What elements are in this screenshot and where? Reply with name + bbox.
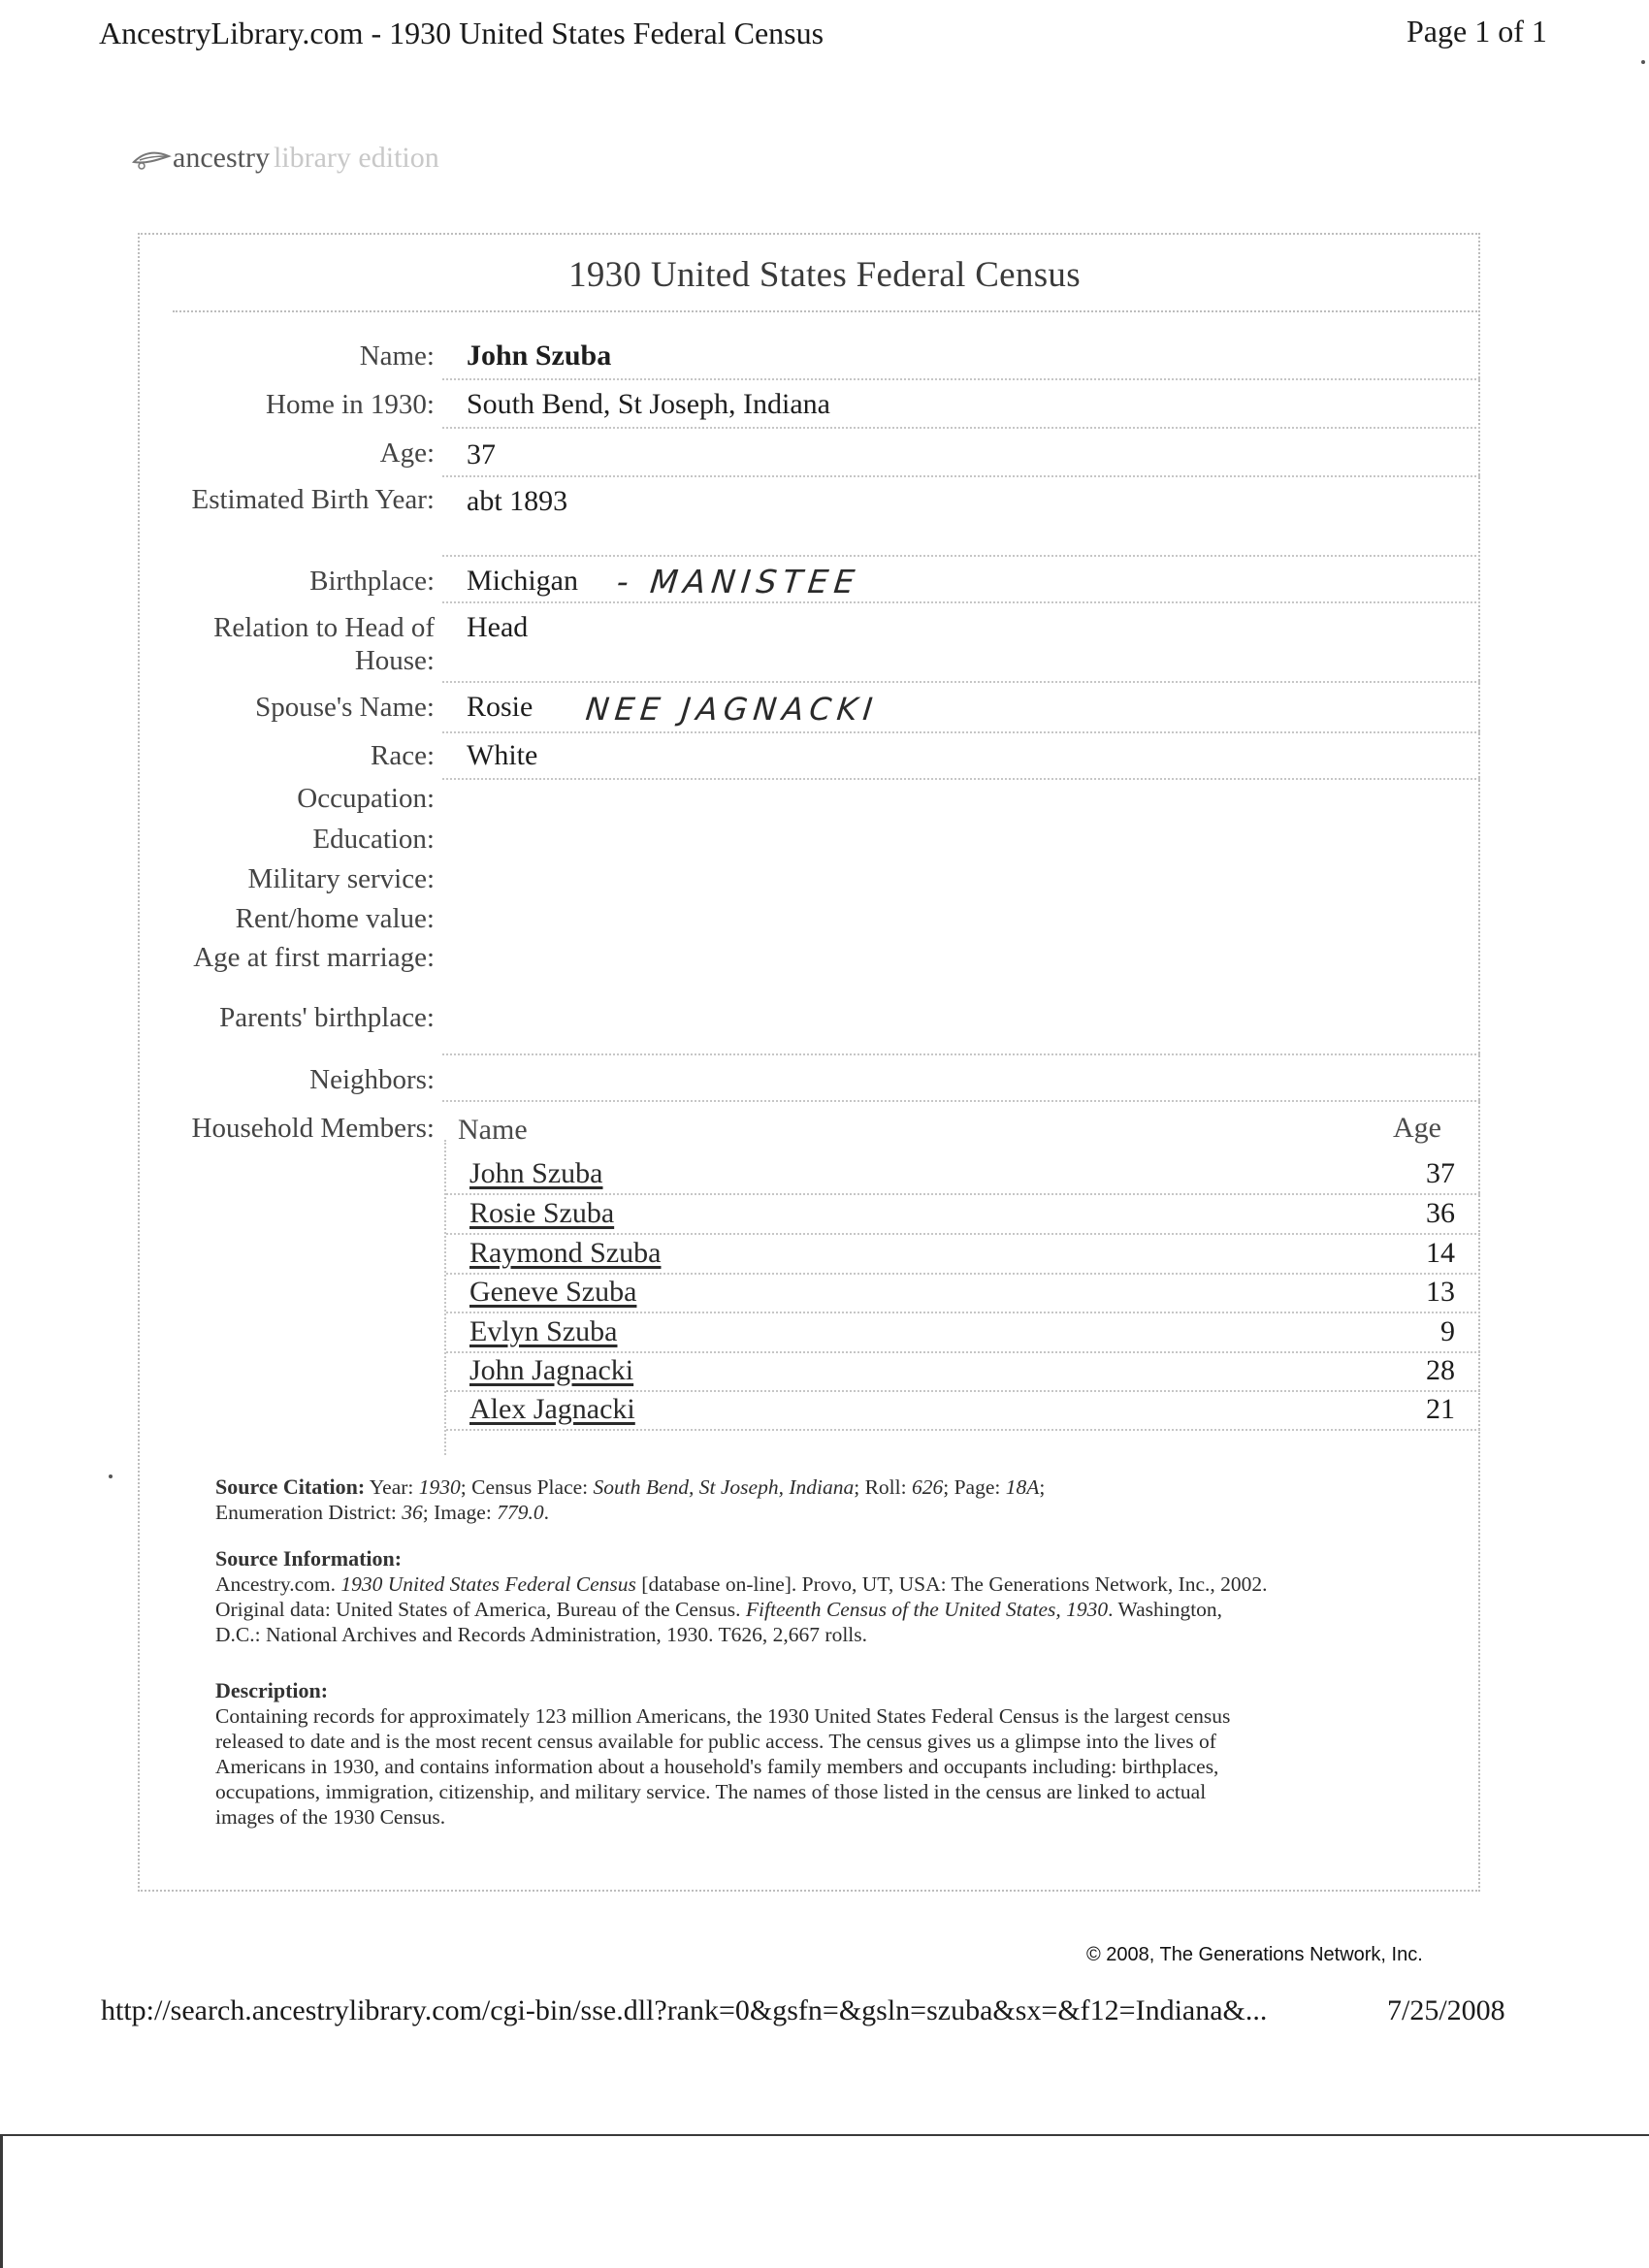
- household-member-age: 36: [1426, 1197, 1455, 1229]
- field-label-birth-year: Estimated Birth Year:: [191, 484, 435, 515]
- citation-image-label: Image:: [434, 1501, 492, 1524]
- household-member-name[interactable]: John Jagnacki: [469, 1354, 634, 1386]
- field-value-birthplace: Michigan: [467, 565, 578, 597]
- description-line: Containing records for approximately 123 million Americans, the 1930 United States Federal Census is the largest census: [215, 1704, 1231, 1728]
- field-label-age: Age:: [379, 437, 435, 469]
- print-footer-url: http://search.ancestrylibrary.com/cgi-bin/sse.dll?rank=0&gsfn=&gsln=szuba&sx=&f12=Indiana&...: [101, 1994, 1268, 2026]
- citation-place: South Bend, St Joseph, Indiana: [593, 1475, 855, 1499]
- description-line: images of the 1930 Census.: [215, 1805, 446, 1829]
- field-label-name: Name:: [359, 340, 435, 372]
- title-divider: [173, 310, 1480, 312]
- source-information: [215, 1546, 1467, 1647]
- source-info-text: [database on-line]. Provo, UT, USA: The Generations Network, Inc., 2002.: [635, 1572, 1268, 1596]
- field-label-race: Race:: [370, 740, 435, 771]
- household-row-divider: [446, 1233, 1480, 1235]
- description-line: occupations, immigration, citizenship, and military service. The names of those listed in the census are linked to actual: [215, 1780, 1207, 1803]
- citation-district: 36: [402, 1501, 423, 1524]
- field-divider: [442, 378, 1480, 380]
- logo-brand: ancestry: [173, 142, 270, 174]
- field-divider: [442, 731, 1480, 733]
- field-value-birth-year: abt 1893: [467, 485, 568, 517]
- field-divider: [442, 601, 1480, 603]
- field-value-race: White: [467, 739, 538, 771]
- description-line: Americans in 1930, and contains information about a household's family members and occupants including: birthplaces,: [215, 1755, 1219, 1778]
- scan-speck: [109, 1474, 113, 1478]
- copyright-notice: © 2008, The Generations Network, Inc.: [1086, 1944, 1423, 1965]
- source-information-line: [215, 1571, 1467, 1597]
- print-header-title: AncestryLibrary.com - 1930 United States Federal Census: [99, 16, 824, 50]
- household-member-age: 13: [1426, 1276, 1455, 1308]
- source-information-line: [215, 1597, 1467, 1622]
- field-value-spouse: Rosie: [467, 691, 534, 723]
- household-col-age: Age: [1393, 1112, 1441, 1144]
- household-row-divider: [446, 1429, 1480, 1431]
- citation-roll: 626: [911, 1475, 944, 1499]
- field-divider: [442, 1100, 1480, 1102]
- field-value-home: South Bend, St Joseph, Indiana: [467, 388, 830, 420]
- handwritten-spouse-note: NEE JAGNACKI: [584, 691, 881, 728]
- field-divider: [442, 475, 1480, 477]
- household-member-age: 37: [1426, 1157, 1455, 1189]
- scan-edge-line: [0, 2134, 3, 2268]
- source-citation-heading: Source Citation:: [215, 1474, 366, 1499]
- household-member-age: 9: [1440, 1315, 1455, 1347]
- source-info-text: Original data: United States of America, Bureau of the Census.: [215, 1598, 746, 1621]
- household-col-name: Name: [458, 1114, 528, 1146]
- field-label-relation: Relation to Head of House:: [213, 612, 435, 676]
- record-title: 1930 United States Federal Census: [568, 255, 1081, 295]
- household-row-divider: [446, 1193, 1480, 1195]
- field-label-household: Household Members:: [191, 1113, 435, 1144]
- citation-district-label: Enumeration District:: [215, 1501, 397, 1524]
- source-info-database-title: 1930 United States Federal Census: [340, 1572, 636, 1596]
- scan-edge-line: [0, 2134, 1649, 2136]
- leaf-icon: [132, 143, 173, 174]
- source-info-original-title: Fifteenth Census of the United States, 1930: [745, 1598, 1109, 1621]
- field-label-first-marriage: Age at first marriage:: [193, 942, 435, 973]
- field-label-spouse: Spouse's Name:: [255, 692, 435, 723]
- household-member-age: 21: [1426, 1393, 1455, 1425]
- source-information-line: D.C.: National Archives and Records Administration, 1930. T626, 2,667 rolls.: [215, 1623, 868, 1646]
- description-heading: Description:: [215, 1678, 329, 1702]
- citation-place-label: Census Place:: [471, 1475, 589, 1499]
- citation-page-label: Page:: [954, 1475, 1001, 1499]
- field-divider: [442, 1053, 1480, 1055]
- source-info-text: Ancestry.com.: [215, 1572, 341, 1596]
- household-member-age: 28: [1426, 1354, 1455, 1386]
- household-member-age: 14: [1426, 1237, 1455, 1269]
- field-label-parents-birthplace: Parents' birthplace:: [219, 1002, 435, 1033]
- source-information-heading: Source Information:: [215, 1546, 403, 1571]
- handwritten-birthplace-note: - MANISTEE: [614, 563, 862, 600]
- field-label-rent: Rent/home value:: [235, 903, 435, 934]
- print-page-number: Page 1 of 1: [1406, 14, 1547, 49]
- household-member-name[interactable]: Raymond Szuba: [469, 1237, 662, 1269]
- field-label-military: Military service:: [247, 863, 435, 894]
- field-label-occupation: Occupation:: [297, 783, 435, 814]
- source-citation: Source Citation: Year: 1930; Census Place: South Bend, St Joseph, Indiana; Roll: 626; Page: 18A; Enumeration District: 36; Image: 779.0.: [215, 1474, 1046, 1524]
- field-label-education: Education:: [312, 824, 435, 855]
- field-label-birthplace: Birthplace:: [309, 566, 435, 597]
- citation-image: 779.0: [497, 1501, 544, 1524]
- print-footer-date: 7/25/2008: [1387, 1994, 1505, 2026]
- field-divider: [442, 778, 1480, 780]
- logo-edition: library edition: [273, 142, 439, 174]
- field-divider: [442, 427, 1480, 429]
- household-member-name[interactable]: Rosie Szuba: [469, 1197, 615, 1229]
- citation-year: 1930: [418, 1475, 461, 1499]
- field-value-age: 37: [467, 438, 496, 470]
- description-line: released to date and is the most recent census available for public access. The census gives us a glimpse into the lives of: [215, 1730, 1216, 1753]
- household-member-name[interactable]: John Szuba: [469, 1157, 603, 1189]
- field-divider: [442, 555, 1480, 557]
- description: [215, 1678, 1467, 1830]
- citation-roll-label: Roll:: [864, 1475, 907, 1499]
- field-label-home: Home in 1930:: [266, 389, 435, 420]
- household-member-name[interactable]: Alex Jagnacki: [469, 1393, 635, 1425]
- household-member-name[interactable]: Evlyn Szuba: [469, 1315, 618, 1347]
- household-divider: [444, 1140, 446, 1455]
- field-label-neighbors: Neighbors:: [309, 1064, 435, 1095]
- scan-speck: [1641, 60, 1645, 64]
- field-divider: [442, 681, 1480, 683]
- source-info-text: . Washington,: [1108, 1598, 1223, 1621]
- household-member-name[interactable]: Geneve Szuba: [469, 1276, 637, 1308]
- field-value-name: John Szuba: [467, 340, 612, 372]
- citation-year-label: Year:: [369, 1475, 414, 1499]
- citation-page: 18A: [1005, 1475, 1040, 1499]
- household-row-divider: [446, 1312, 1480, 1313]
- field-value-relation: Head: [467, 611, 529, 643]
- ancestry-logo: [132, 136, 439, 180]
